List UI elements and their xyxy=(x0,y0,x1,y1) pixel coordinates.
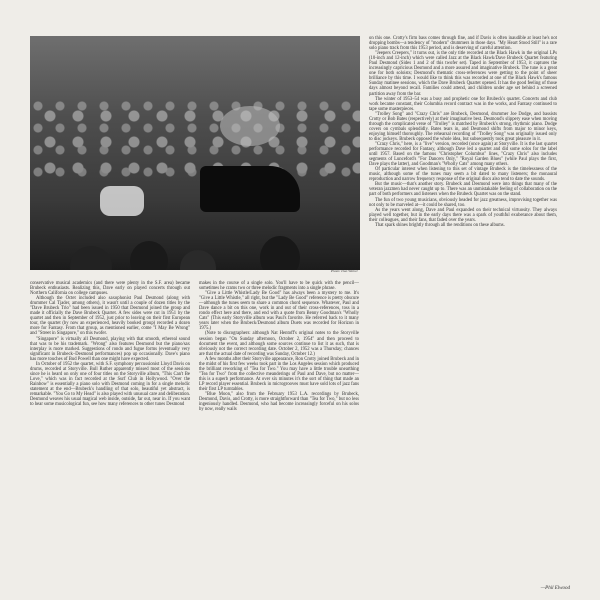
photo-head xyxy=(70,246,112,270)
paragraph: "Jeepers Creepers," it turns out, is the only title recorded at the Black Hawk in the original LPs (10-inch and 12-inch) which were called Jazz at the Black Hawk/Dave Brubeck Quartet featuring Paul Desmond (Sides 1 and 2 of this twofer set). Taped in September of 1953, it captures the increasingly capricious Desmond and a more assured and imaginative Brubeck. The tune is a great one for both soloists; Desmond's thematic cross-references were getting to the point of sheer brilliance by this time. I would like to think this was recorded at one of the Black Hawk's famous Sunday matinee sessions, which the Dave Brubeck Quartet opened. It has the good feeling of those days almost beyond recall. Families could attend, and children under age set behind a screened partition away from the bar. xyxy=(369,51,557,97)
text-column-1 xyxy=(30,281,190,581)
paragraph: "Trolley Song" and "Crazy Chris" are Brubeck, Desmond, drummer Joe Dodge, and bassists Crotty or Bob Bates (respectively) at their imaginative best. Desmond's slippery ease when moving through the complicated verse of "Trolley" is matched by Brubeck's strong, rhythmic piano. Dodge covers on cymbals splendidly. Bates tears in, and Desmond shifts from major to minor keys, enjoying himself thoroughly. The rehearsal recording of "Trolley Song" was originally issued only to disc jockeys. Brubeck opposed the whole idea, but subsequently took great pleasure in it. xyxy=(369,111,557,142)
paragraph: A few months after their Storyville appearance, Ron Crotty joined Brubeck and in the midst of his first few weeks took part in the Los Angeles session which produced the brilliant reworking of "Tea for Two." You may have a little trouble unearthing "Tea for Two" from the collective meanderings of Paul and Dave, but no matter—this is a superb performance. At over six minutes it's the sort of thing that made an LP record player essential. Brubeck in microgrooves must have sold lots of jazz fans their first LP turntables. xyxy=(199,356,359,392)
author-signature: —Phil Elwood xyxy=(540,586,570,591)
paragraph: Although the Octet included also saxophonist Paul Desmond (along with drummer Cal Tjader, among others), it wasn't until a couple of dozen titles by the "Dave Brubeck Trio" had been issued in 1950 that Desmond joined the group and made it officially the Dave Brubeck Quartet. A few sides were cut in 1951 by the quartet and then in September of 1952, just prior to leaving on their first European tour, the quartet (by now an experienced, heavily booked group) recorded a dozen more for Fantasy. From that group, as mentioned earlier, come "I May Be Wrong" and "Street in Singapore," on this twofer. xyxy=(30,296,190,337)
text-column-2 xyxy=(199,281,359,581)
paragraph: "Singapore" is virtually all Desmond, playing with that smooth, ethereal sound that was to be his trademark. "Wrong" also features Desmond but the piano/sax interplay is more marked. Suggestions of rondo and fugue forms (eventually very significant in Brubeck–Desmond performances) pop up occasionally. Dave's piano has more touches of Bud Powell than one might have expected. xyxy=(30,336,190,362)
paragraph: As the years went along, Dave and Paul expanded on their technical virtuosity. They always played well together, but in the early days there was a spark of youthful exuberance about them, their colleagues, and their fans, that faded over the years. xyxy=(369,207,557,223)
text-column-3 xyxy=(369,36,557,581)
paragraph: "Blue Moon," also from the February 1953 L.A. recordings by Brubeck, Desmond, Davis, and Crotty, is more straightforward than "Tea for Two," but no less ingeniously handled. Desmond, who had become increasingly forceful on his solos by now, really wails xyxy=(199,392,359,413)
paragraph: The fun of two young musicians, obviously headed for jazz greatness, improvising together was not only to be marveled at—it could be shared, too. xyxy=(369,197,557,208)
concert-photo xyxy=(30,36,360,270)
photo-light xyxy=(220,106,280,146)
photo-head xyxy=(180,250,216,270)
paragraph: But the music—that's another story. Brubeck and Desmond were into things that many of the veteran jazzmen had never caught up to. There was an unmistakable feeling of collaboration on the part of both performers and listeners when the Brubeck Quartet was on the stand. xyxy=(369,182,557,198)
photo-crowd xyxy=(30,96,360,186)
paragraph: makes in the course of a single solo. You'll have to be quick with the pencil—sometimes he crams two or three melodic fragments into a single phrase. xyxy=(199,281,359,292)
paragraph: (Note to discographers: although Nat Hentoff's original notes to the Storyville session began "On Sunday afternoon, October 2, 1954" and then proceed to document the event, and although some sources continue to list it as such, that is obviously not the correct recording date. October 2, 1952 was a Thursday; chances are that the actual date of recording was Sunday, October 12.) xyxy=(199,331,359,357)
photo-credit: Photo: Dan Weiner xyxy=(330,269,358,273)
paragraph: That spark shines brightly through all the renditions on these albums. xyxy=(375,222,505,228)
photo-figure xyxy=(100,186,144,216)
photo-piano xyxy=(200,166,300,212)
photo-head xyxy=(130,241,168,270)
paragraph: on this one. Crotty's firm bass comes through fine, and if Davis is often inaudible at least he's not dropping bombs—a tendency of "modern" drummers in those days. "My Heart Stood Still" is a rare solo piano track from this 1953 period, and is deserving of careful attention. xyxy=(369,36,557,52)
paragraph: The winter of 1953–54 was a busy and prophetic one for Brubeck's quartet. Concerts and club work became constant, their Columbia record contract was in the works, and Fantasy continued to tape some masterpieces. xyxy=(369,96,557,112)
paragraph: "Crazy Chris," here, is a "live" version, recorded (once again) at Storyville. It is the last quartet performance recorded for Fantasy, although Dave led a quartet and did some solos for the label until 1957. Based on the famous "Christopher Columbus" lines, "Crazy Chris" also includes segments of Lunceford's "For Dancers Only," "Royal Garden Blues" (while Paul plays the first, Dave plays the latter), and Goodman's "Wholly Cats" among many others. xyxy=(369,141,557,168)
paragraph: In October of 1952 the quartet, with S.F. symphony percussionist Lloyd Davis on drums, recorded at Storyville. Bull Ruther apparently missed most of the sessions since he is heard on only one of four titles on the Storyville album, "This Can't Be Love," which was in fact recorded at the Surf Club in Hollywood. "Over the Rainbow" is essentially a piano solo with Desmond coming in for a single melodic statement at the end—Brubeck's handling of that solo, beautiful yet abstract, is remarkable. "You Go to My Head" is also played with unusual care and deliberation. Desmond weaves his usual magical web inside, outside, far out, near in. If you want to hear some musicological fun, see how many references to other tunes Desmond xyxy=(30,361,190,408)
paragraph: conservative musical academics (and there were plenty in the S.F. area) became Brubeck enthusiasts. Realizing this, Dave early on played concerts through out Northern California on college campuses. xyxy=(30,281,190,297)
photo-head xyxy=(260,236,300,270)
paragraph: "Give a Little Whistle/Lady Be Good" has always been a mystery to me. It's "Give a Little Whistle," all right, but the "Lady Be Good" reference is pretty obscure—although the tunes seem to share a common chord sequence. Whatever, Paul and Dave dance a bit on this one, work in and out of their cross-references, toss in a rondo effect here and there, and end with a quote from Benny Goodman's "Wholly Cats" (This early Storyville album was Paul's favorite. He referred back to it many years later when the Brubeck/Desmond album Duets was recorded for Horizon in 1975.) xyxy=(199,291,359,332)
paragraph: Of particular interest when listening to this set of vintage Brubeck is the timelessness of the music, although some of the tunes may seem a bit dated to many listeners; the monaural reproduction and narrow frequency response of the original discs also tend to date the sounds. xyxy=(369,167,557,183)
